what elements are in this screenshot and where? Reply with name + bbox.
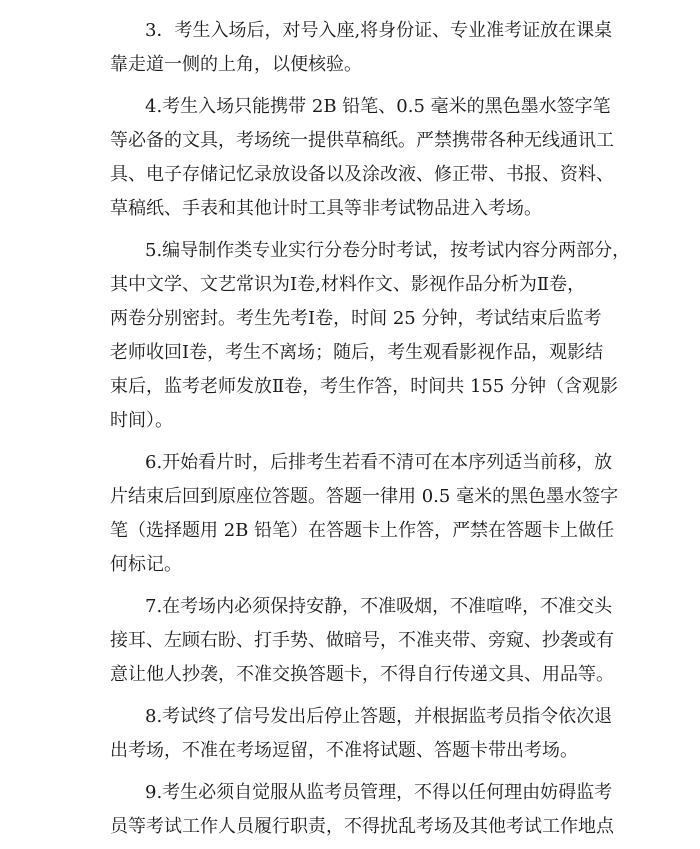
item-7-line-2: 接耳、左顾右盼、打手势、做暗号，不准夹带、旁窥、抄袭或有 (110, 630, 614, 651)
item-5-line-1: 5.编导制作类专业实行分卷分时考试，按考试内容分两部分， (145, 240, 631, 261)
item-6-line-2: 片结束后回到原座位答题。答题一律用 0.5 毫米的黑色墨水签字 (110, 486, 619, 507)
item-5-line-4: 老师收回Ⅰ卷，考生不离场；随后，考生观看影视作品，观影结 (110, 342, 604, 363)
item-5-line-3: 两卷分别密封。考生先考Ⅰ卷，时间 25 分钟，考试结束后监考 (110, 308, 602, 329)
item-7-line-3: 意让他人抄袭，不准交换答题卡，不得自行传递文具、用品等。 (110, 664, 614, 685)
item-8-line-2: 出考场，不准在考场逗留，不准将试题、答题卡带出考场。 (110, 740, 578, 761)
item-4-line-3: 具、电子存储记忆录放设备以及涂改液、修正带、书报、资料、 (110, 164, 614, 185)
item-9-line-1: 9.考生必须自觉服从监考员管理，不得以任何理由妨碍监考 (145, 782, 613, 803)
item-3-line-2: 靠走道一侧的上角，以便核验。 (110, 54, 362, 75)
item-5-line-5: 束后，监考老师发放Ⅱ卷，考生作答，时间共 155 分钟（含观影 (110, 376, 619, 397)
item-8-line-1: 8.考试终了信号发出后停止答题，并根据监考员指令依次退 (145, 706, 613, 727)
item-7-line-1: 7.在考场内必须保持安静，不准吸烟，不准喧哗，不准交头 (145, 596, 613, 617)
item-4-line-1: 4.考生入场只能携带 2B 铅笔、0.5 毫米的黑色墨水签字笔 (145, 96, 611, 117)
item-5-line-2: 其中文学、文艺常识为Ⅰ卷,材料作文、影视作品分析为Ⅱ卷， (110, 274, 586, 295)
item-6-line-4: 何标记。 (110, 554, 182, 575)
item-5-line-6: 时间）。 (110, 410, 173, 431)
item-6-line-1: 6.开始看片时，后排考生若看不清可在本序列适当前移，放 (145, 452, 613, 473)
item-6-line-3: 笔（选择题用 2B 铅笔）在答题卡上作答，严禁在答题卡上做任 (110, 520, 615, 541)
item-9-line-2: 员等考试工作人员履行职责，不得扰乱考场及其他考试工作地点 (110, 816, 614, 837)
item-4-line-4: 草稿纸、手表和其他计时工具等非考试物品进入考场。 (110, 198, 542, 219)
item-3-line-1: 3．考生入场后，对号入座,将身份证、专业准考证放在课桌 (145, 20, 613, 41)
item-4-line-2: 等必备的文具，考场统一提供草稿纸。严禁携带各种无线通讯工 (110, 130, 614, 151)
